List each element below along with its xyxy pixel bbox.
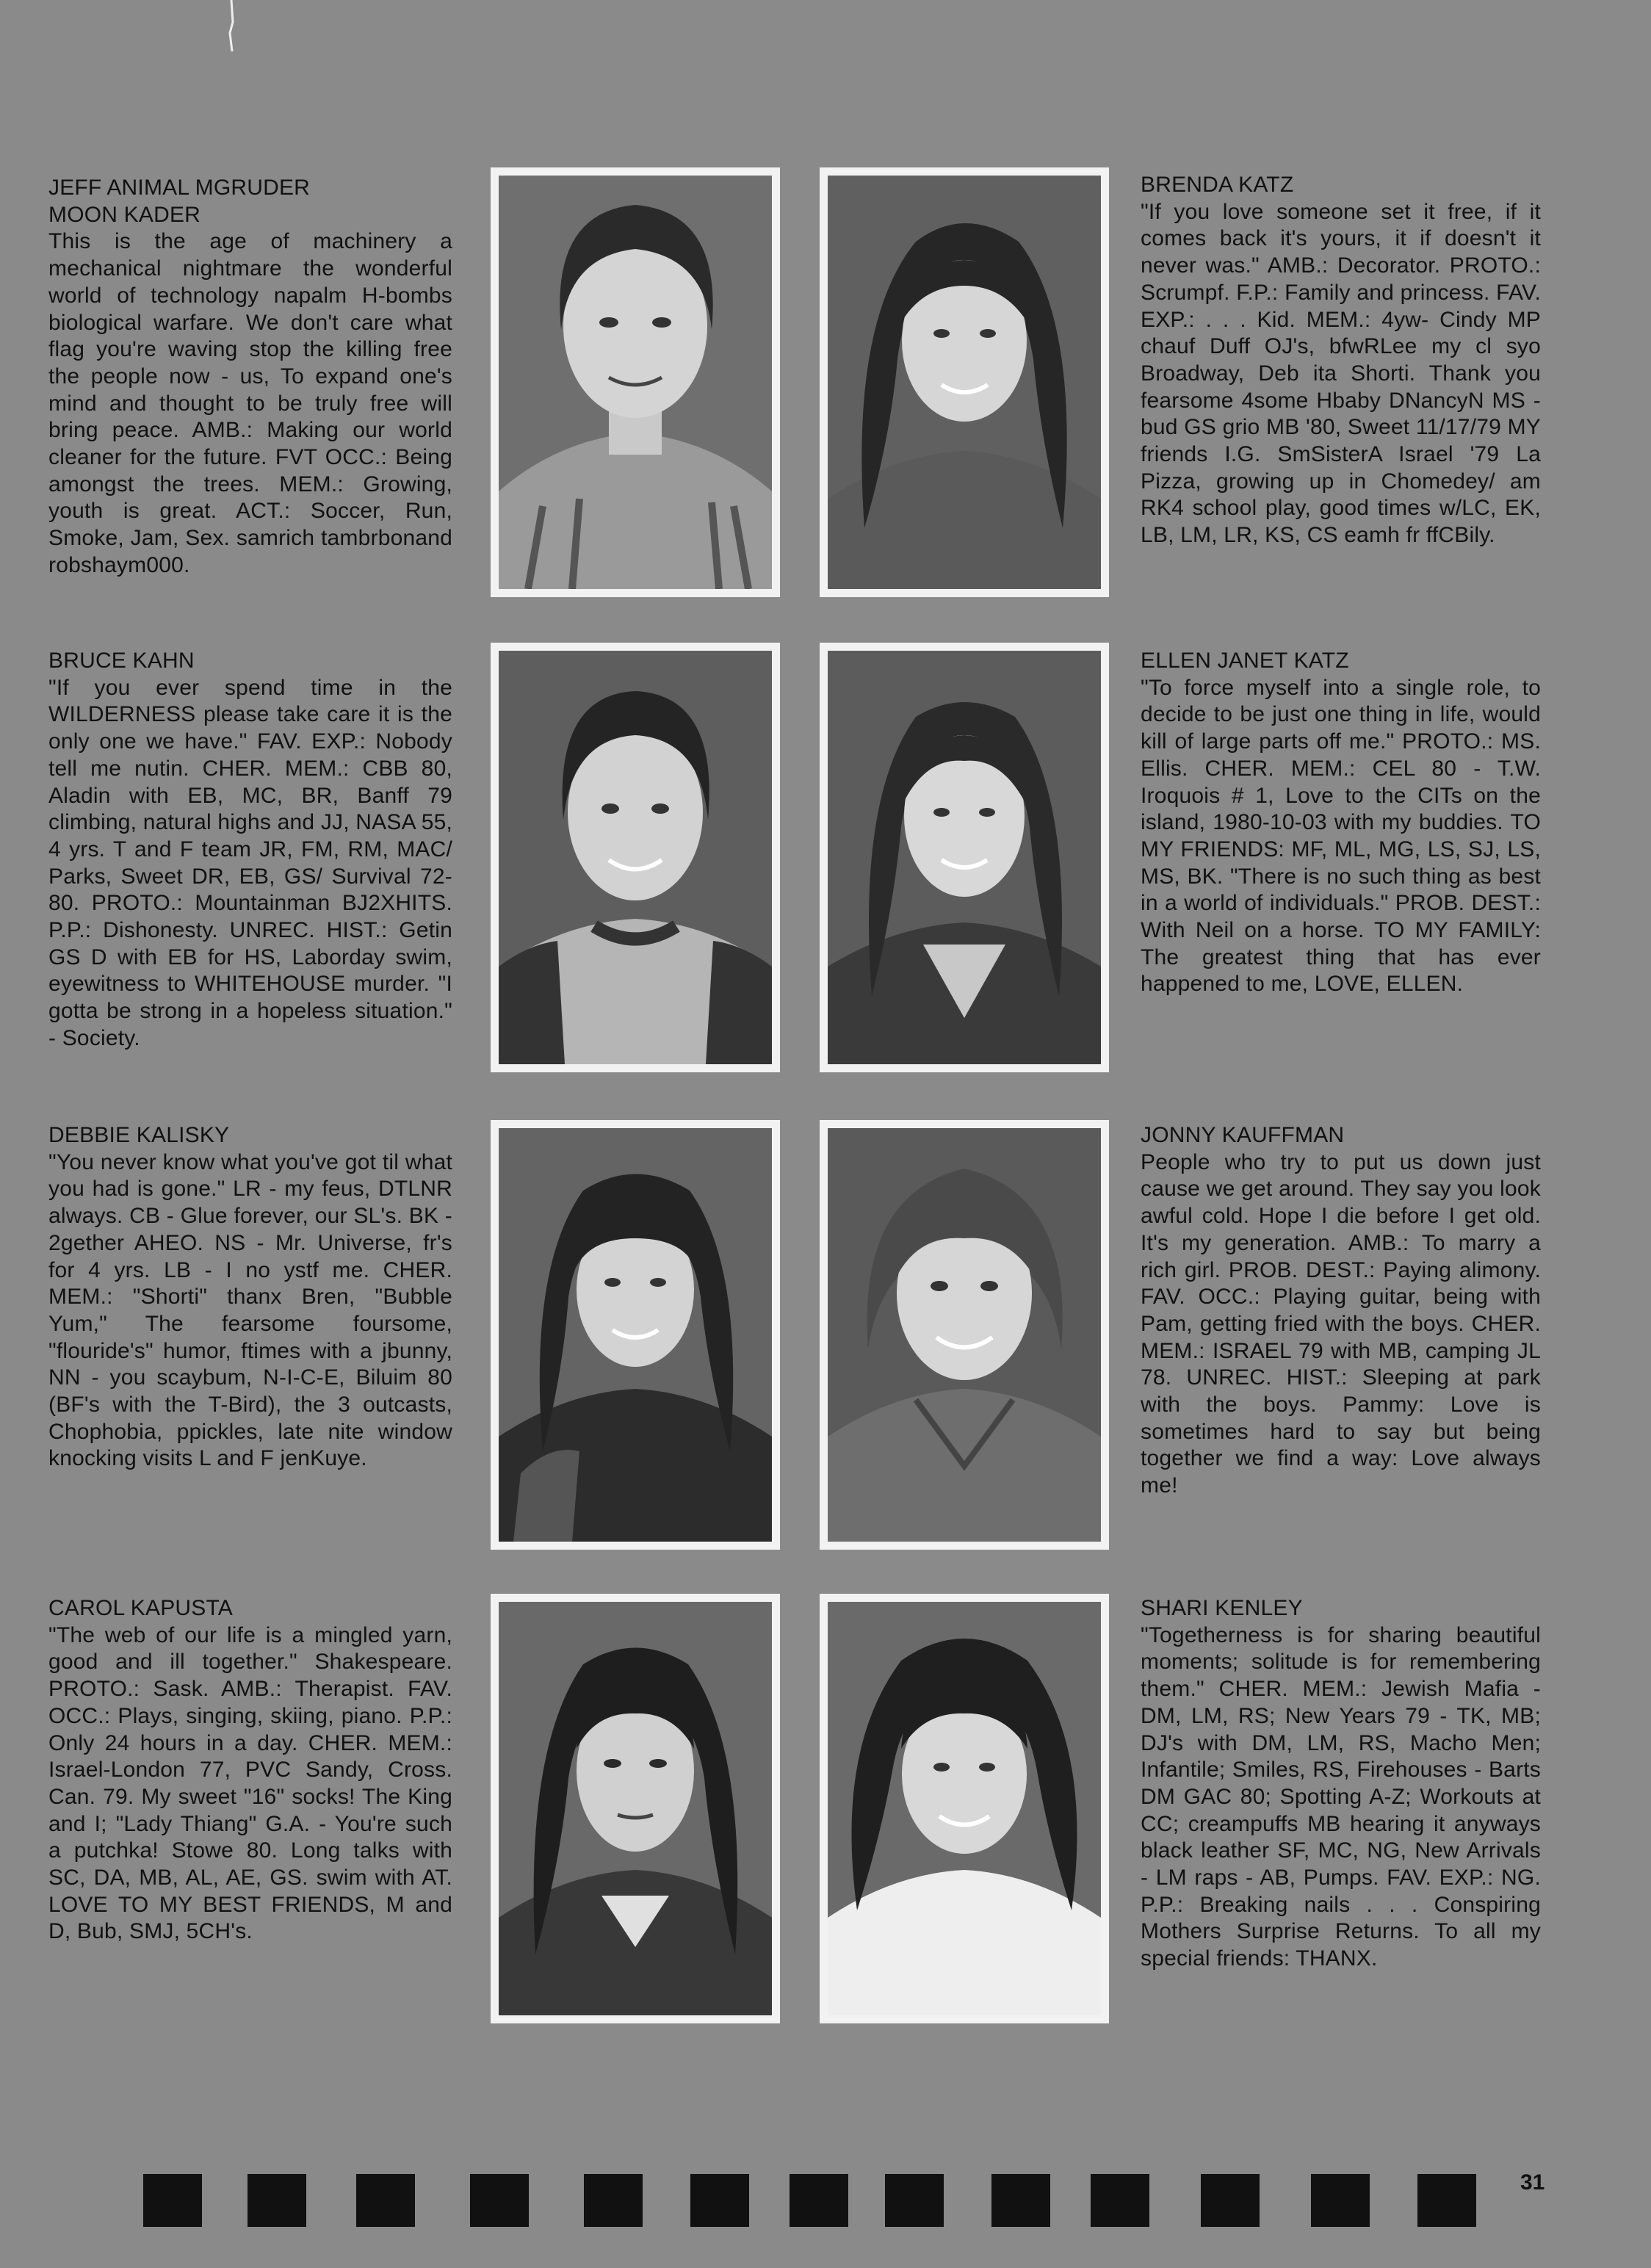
student-name: BRUCE KAHN xyxy=(48,649,195,673)
bio-ellen-katz xyxy=(1141,648,1541,998)
bio-jeff-mgruder xyxy=(48,175,452,579)
portrait-debbie-kalisky xyxy=(491,1120,780,1550)
portrait-shari-kenley xyxy=(820,1594,1109,2023)
portrait-brenda-katz xyxy=(820,167,1109,597)
student-name: SHARI KENLEY xyxy=(1141,1596,1303,1620)
student-bio-text: "Togetherness is for sharing beautiful moments; solitude is for remembering them." CHER. MEM.: Jewish Mafia - DM, LM, RS; New Years 79 - TK, MB; DJ's with DM, LM, RS, Macho Men; Infantile; Smiles, RS, Firehouses - Barts DM GAC 80; Spotting A-Z; Workouts at CC; creampuffs MB hearing it anyways black leather SF, MC, NG, New Arrivals - LM raps - AB, Pumps. FAV. EXP.: NG. P.P.: Breaking nails . . . Conspiring Mothers Surprise Returns. To all my special friends: THANX. xyxy=(1141,1622,1541,1971)
decorative-square xyxy=(1201,2174,1260,2227)
student-bio-text: "The web of our life is a mingled yarn, good and ill together." Shakespeare. PROTO.: Sask. AMB.: Therapist. FAV. OCC.: Plays, singing, skiing, piano. P.P.: Only 24 hours in a day. CHER. MEM.: Israel-London 77, PVC Sandy, Cross. Can. 79. My sweet "16" socks! The King and I; "Lady Thiang" G.A. - You're such a putchka! Stowe 80. Long talks with SC, DA, MB, AL, AE, GS. swim with AT. LOVE TO MY BEST FRIENDS, M and D, Bub, SMJ, 5CH's. xyxy=(48,1622,452,1944)
bio-shari-kenley xyxy=(1141,1595,1541,1973)
student-bio-text: "To force myself into a single role, to decide to be just one thing in life, would kill of large parts off me." PROTO.: MS. Ellis. CHER. MEM.: CEL 80 - T.W. Iroquois # 1, Love to the CITs on the island, 1980-10-03 with my buddies. TO MY FRIENDS: MF, ML, MG, LS, SJ, LS, MS, BK. "There is no such thing as best in a world of individuals." PROB. DEST.: With Neil on a horse. TO MY FAMILY: The greatest thing that has ever happened to me, LOVE, ELLEN. xyxy=(1141,675,1541,997)
portrait-bruce-kahn xyxy=(491,643,780,1072)
student-name: CAROL KAPUSTA xyxy=(48,1596,233,1620)
student-bio-text: "You never know what you've got til what you had is gone." LR - my feus, DTLNR always. CB - Glue forever, our SL's. BK - 2gether AHEO. NS - Mr. Universe, fr's for 4 yrs. LB - I no ystf me. CHER. MEM.: "Shorti" thanx Bren, "Bubble Yum," The fearsome foursome, "flouride's" humor, ftimes with a jbunny, NN - you scaybum, N-I-C-E, Biluim 80 (BF's with the T-Bird), the 3 outcasts, Chophobia, ppickles, late nite window knocking visits L and F jenKuye. xyxy=(48,1149,452,1471)
bio-carol-kapusta xyxy=(48,1595,452,1946)
decorative-square xyxy=(248,2174,306,2227)
bio-brenda-katz xyxy=(1141,172,1541,549)
decorative-square xyxy=(470,2174,529,2227)
student-name-second-line: MOON KADER xyxy=(48,202,201,227)
decorative-square xyxy=(690,2174,749,2227)
student-name: JEFF ANIMAL MGRUDER xyxy=(48,176,311,200)
bio-debbie-kalisky xyxy=(48,1122,452,1473)
decorative-squares-strip xyxy=(143,2174,1487,2240)
portrait-jonny-kauffman xyxy=(820,1120,1109,1550)
student-name: DEBBIE KALISKY xyxy=(48,1123,230,1147)
student-bio-text: This is the age of machinery a mechanical nightmare the wonderful world of technology napalm H-bombs biological warfare. We don't care what flag you're waving stop the killing free the people now - us, To expand one's mind and thought to be truly free will bring peace. AMB.: Making our world cleaner for the future. FVT OCC.: Being amongst the trees. MEM.: Growing, youth is great. ACT.: Soccer, Run, Smoke, Jam, Sex. samrich tambrbonand robshaym000. xyxy=(48,229,452,577)
portrait-jeff-mgruder xyxy=(491,167,780,597)
bio-bruce-kahn xyxy=(48,648,452,1052)
decorative-square xyxy=(1091,2174,1149,2227)
student-name: JONNY KAUFFMAN xyxy=(1141,1123,1345,1147)
bio-jonny-kauffman xyxy=(1141,1122,1541,1500)
portrait-ellen-katz xyxy=(820,643,1109,1072)
decorative-square xyxy=(790,2174,848,2227)
decorative-square xyxy=(885,2174,944,2227)
decorative-square xyxy=(991,2174,1050,2227)
decorative-square xyxy=(1311,2174,1370,2227)
scratch-mark xyxy=(224,0,239,51)
portrait-carol-kapusta xyxy=(491,1594,780,2023)
decorative-square xyxy=(584,2174,643,2227)
student-bio-text: "If you love someone set it free, if it comes back it's yours, it if doesn't it never was." AMB.: Decorator. PROTO.: Scrumpf. F.P.: Family and princess. FAV. EXP.: . . . Kid. MEM.: 4yw- Cindy MP chauf Duff OJ's, bfwRLee my cl syo Broadway, Deb ita Shorti. Thank you fearsome 4some Hbaby DNancyN MS - bud GS grio MB '80, Sweet 11/17/79 MY friends I.G. SmSisterA Israel '79 La Pizza, growing up in Chomedey/ am RK4 school play, good times w/LC, EK, LB, LM, LR, KS, CS eamh fr ffCBily. xyxy=(1141,199,1541,548)
student-name: ELLEN JANET KATZ xyxy=(1141,649,1349,673)
student-bio-text: "If you ever spend time in the WILDERNESS please take care it is the only one we have." FAV. EXP.: Nobody tell me nutin. CHER. MEM.: CBB 80, Aladin with EB, MC, BR, Banff 79 climbing, natural highs and JJ, NASA 55, 4 yrs. T and F team JR, FM, RM, MAC/ Parks, Sweet DR, EB, GS/ Survival 72-80. PROTO.: Mountainman BJ2XHITS. P.P.: Dishonesty. UNREC. HIST.: Getin GS D with EB for HS, Laborday swim, eyewitness to WHITEHOUSE murder. "I gotta be strong in a hopeless situation." - Society. xyxy=(48,675,452,1050)
page-number: 31 xyxy=(1520,2170,1545,2195)
decorative-square xyxy=(1417,2174,1476,2227)
student-name: BRENDA KATZ xyxy=(1141,173,1294,197)
decorative-square xyxy=(143,2174,202,2227)
student-bio-text: People who try to put us down just cause we get around. They say you look awful cold. Hope I die before I get old. It's my generation. AMB.: To marry a rich girl. PROB. DEST.: Paying alimony. FAV. OCC.: Playing guitar, being with Pam, getting fried with the boys. CHER. MEM.: ISRAEL 79 with MB, camping JL 78. UNREC. HIST.: Sleeping at park with the boys. Pammy: Love is sometimes hard to say but being together we find a way: Love always me! xyxy=(1141,1149,1541,1498)
decorative-square xyxy=(356,2174,415,2227)
